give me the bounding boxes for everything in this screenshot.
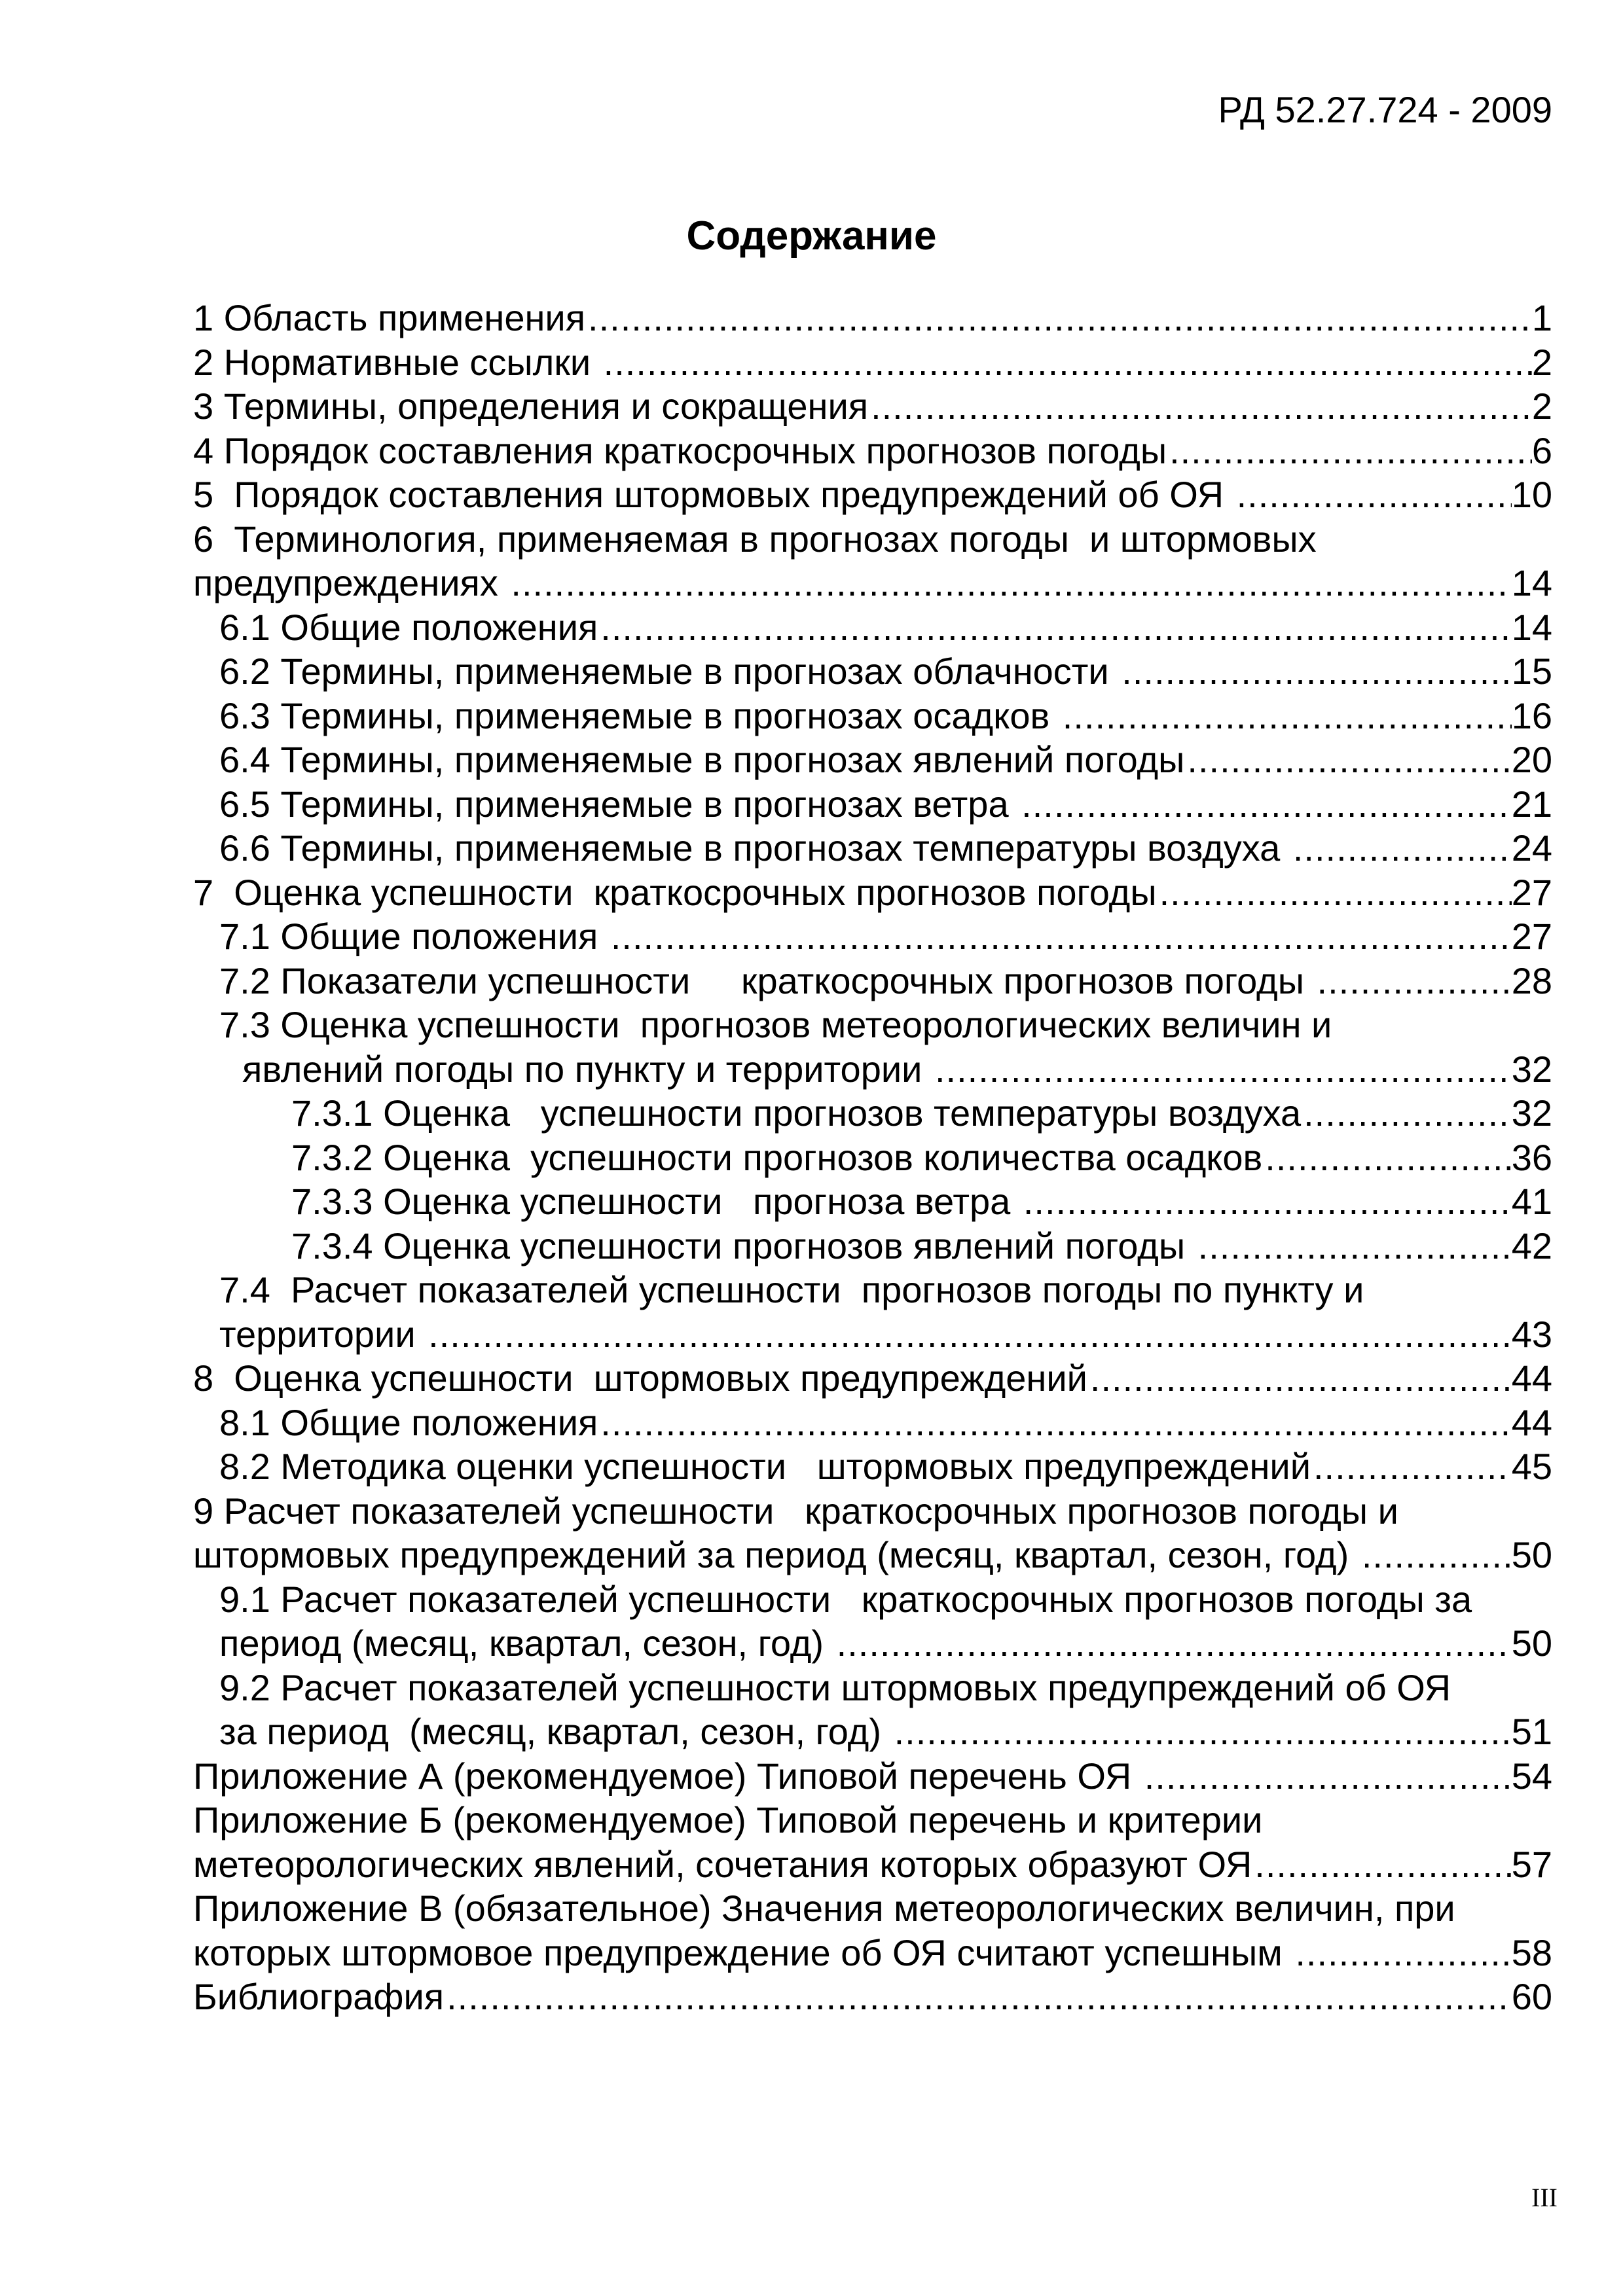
toc-entry-text: за период (месяц, квартал, сезон, год) <box>219 1711 892 1752</box>
toc-page-number: 43 <box>1511 1313 1552 1355</box>
toc-entry-text: Библиография <box>193 1976 445 2017</box>
toc-entry-text: 7 Оценка успешности краткосрочных прогнозов погоды <box>193 871 1157 913</box>
toc-dot-leader <box>508 561 1511 605</box>
toc-entry[interactable] <box>193 429 1552 473</box>
toc-entry[interactable] <box>193 1401 1552 1445</box>
toc-entry[interactable] <box>193 1886 1552 1975</box>
toc-entry-text: 7.1 Общие положения <box>219 916 608 957</box>
toc-page-number: 51 <box>1511 1711 1552 1752</box>
toc-page-number: 28 <box>1511 960 1552 1001</box>
toc-entry[interactable] <box>193 1975 1552 2019</box>
toc-entry[interactable] <box>193 1754 1552 1799</box>
toc-title: Содержание <box>686 213 937 259</box>
toc-page-number: 36 <box>1511 1136 1552 1178</box>
toc-entry-text: штормовых предупреждений за период (месяц, квартал, сезон, год) <box>193 1534 1359 1575</box>
toc-entry[interactable] <box>193 1577 1552 1666</box>
toc-dot-leader <box>1311 1444 1512 1489</box>
toc-entry-text: 7.4 Расчет показателей успешности прогнозов погоды по пункту и <box>219 1269 1364 1310</box>
toc-entry[interactable] <box>193 1489 1552 1577</box>
toc-dot-leader <box>1234 473 1512 517</box>
toc-dot-leader <box>608 914 1512 959</box>
toc-dot-leader <box>1157 870 1512 915</box>
toc-dot-leader <box>598 605 1511 650</box>
toc-entry[interactable] <box>193 1136 1552 1180</box>
toc-entry[interactable] <box>193 1003 1552 1091</box>
toc-entry-text: 7.3.1 Оценка успешности прогнозов температуры воздуха <box>291 1092 1302 1134</box>
toc-page-number: 50 <box>1511 1534 1552 1575</box>
toc-dot-leader <box>601 340 1532 385</box>
toc-entry-text: 6.4 Термины, применяемые в прогнозах явлений погоды <box>219 739 1185 780</box>
toc-page-number: 16 <box>1511 694 1552 736</box>
toc-page-number: 41 <box>1511 1181 1552 1222</box>
toc-entry-text: 9.1 Расчет показателей успешности краткосрочных прогнозов погоды за <box>219 1578 1472 1620</box>
toc-dot-leader <box>1262 1136 1511 1180</box>
toc-entry-text: 7.2 Показатели успешности краткосрочных прогнозов погоды <box>219 960 1315 1001</box>
toc-entry-text: 6.6 Термины, применяемые в прогнозах температуры воздуха <box>219 827 1290 869</box>
toc-entry-text: 6.5 Термины, применяемые в прогнозах ветра <box>219 783 1019 825</box>
toc-entry[interactable] <box>193 473 1552 517</box>
toc-dot-leader <box>892 1710 1512 1754</box>
toc-page-number: 54 <box>1511 1755 1552 1797</box>
toc-dot-leader <box>1060 694 1512 738</box>
toc-entry-text: Приложение А (рекомендуемое) Типовой перечень ОЯ <box>193 1755 1142 1797</box>
toc-page-number: 57 <box>1511 1843 1552 1885</box>
toc-entry-text: 6 Терминология, применяемая в прогнозах погоды и штормовых <box>193 518 1317 560</box>
toc-dot-leader <box>932 1047 1512 1092</box>
toc-dot-leader <box>1167 429 1532 473</box>
toc-entry-text: предупреждениях <box>193 562 509 603</box>
toc-entry[interactable] <box>193 1224 1552 1268</box>
toc-dot-leader <box>1019 782 1512 827</box>
toc-page-number: 20 <box>1511 739 1552 780</box>
toc-entry-text: 6.3 Термины, применяемые в прогнозах осадков <box>219 694 1060 736</box>
toc-entry[interactable] <box>193 1091 1552 1136</box>
toc-dot-leader <box>1301 1091 1512 1136</box>
toc-page-number: 2 <box>1531 341 1552 383</box>
toc-page-number: 32 <box>1511 1092 1552 1134</box>
toc-entry[interactable] <box>193 694 1552 738</box>
toc-page-number: 15 <box>1511 651 1552 692</box>
toc-dot-leader <box>834 1621 1512 1666</box>
toc-dot-leader <box>426 1312 1512 1357</box>
toc-entry[interactable] <box>193 1444 1552 1489</box>
toc-entry[interactable] <box>193 1356 1552 1401</box>
toc-entry-text: Приложение Б (рекомендуемое) Типовой перечень и критерии <box>193 1799 1263 1840</box>
toc-page-number: 58 <box>1511 1931 1552 1973</box>
toc-page-number: 50 <box>1511 1623 1552 1664</box>
toc-entry[interactable] <box>193 1268 1552 1356</box>
toc-page-number: 45 <box>1511 1446 1552 1487</box>
toc-dot-leader <box>598 1401 1511 1445</box>
toc-entry-text: 7.3.3 Оценка успешности прогноза ветра <box>291 1181 1021 1222</box>
toc-entry[interactable] <box>193 738 1552 782</box>
toc-entry[interactable] <box>193 1179 1552 1224</box>
toc-dot-leader <box>1252 1842 1511 1887</box>
page-number: III <box>1531 2183 1558 2212</box>
toc-entry-text: 4 Порядок составления краткосрочных прогнозов погоды <box>193 429 1167 471</box>
toc-entry[interactable] <box>193 914 1552 959</box>
toc-page-number: 21 <box>1511 783 1552 825</box>
toc-entry[interactable] <box>193 782 1552 827</box>
toc-dot-leader <box>585 296 1532 340</box>
toc-dot-leader <box>1021 1179 1512 1224</box>
toc-page-number: 10 <box>1511 474 1552 515</box>
toc-entry[interactable] <box>193 517 1552 605</box>
toc-page-number: 27 <box>1511 871 1552 913</box>
toc-entry[interactable] <box>193 826 1552 870</box>
toc-page-number: 27 <box>1511 916 1552 957</box>
toc-entry[interactable] <box>193 605 1552 650</box>
toc-entry-text: 7.3 Оценка успешности прогнозов метеорологических величин и <box>219 1004 1332 1045</box>
toc-page-number: 14 <box>1511 606 1552 648</box>
toc-entry-text: 5 Порядок составления штормовых предупреждений об ОЯ <box>193 474 1234 515</box>
toc-entry-text: метеорологических явлений, сочетания которых образуют ОЯ <box>193 1843 1252 1885</box>
toc-page-number: 24 <box>1511 827 1552 869</box>
toc-entry-text: явлений погоды по пункту и территории <box>242 1048 932 1090</box>
toc-entry-text: 1 Область применения <box>193 297 586 338</box>
toc-entry-text: 7.3.4 Оценка успешности прогнозов явлений погоды <box>291 1225 1195 1266</box>
toc-entry[interactable] <box>193 870 1552 915</box>
toc-dot-leader <box>1290 826 1512 870</box>
toc-entry[interactable] <box>193 384 1552 429</box>
toc-dot-leader <box>1142 1754 1512 1799</box>
toc-dot-leader <box>868 384 1532 429</box>
toc-entry[interactable] <box>193 1666 1552 1754</box>
toc-entry-text: 7.3.2 Оценка успешности прогнозов количества осадков <box>291 1136 1263 1178</box>
toc-page-number: 44 <box>1511 1401 1552 1443</box>
toc-entry-text: 8.2 Методика оценки успешности штормовых предупреждений <box>219 1446 1311 1487</box>
toc-entry-text: территории <box>219 1313 426 1355</box>
toc-dot-leader <box>1359 1533 1512 1577</box>
toc-entry[interactable] <box>193 340 1552 385</box>
toc-dot-leader <box>1195 1224 1512 1268</box>
toc-page-number: 32 <box>1511 1048 1552 1090</box>
toc-dot-leader <box>1087 1356 1512 1401</box>
toc-entry[interactable] <box>193 959 1552 1003</box>
toc-page-number: 2 <box>1531 386 1552 427</box>
toc-entry[interactable] <box>193 649 1552 694</box>
toc-page-number: 6 <box>1531 429 1552 471</box>
document-code: РД 52.27.724 - 2009 <box>1218 89 1552 130</box>
toc-page-number: 1 <box>1531 297 1552 338</box>
toc-dot-leader <box>1119 649 1511 694</box>
table-of-contents <box>193 296 1552 2019</box>
toc-dot-leader <box>444 1975 1512 2019</box>
toc-entry[interactable] <box>193 1798 1552 1886</box>
toc-page-number: 60 <box>1511 1976 1552 2017</box>
toc-entry-text: 9.2 Расчет показателей успешности штормовых предупреждений об ОЯ <box>219 1666 1451 1708</box>
toc-page-number: 44 <box>1511 1357 1552 1399</box>
toc-dot-leader <box>1184 738 1511 782</box>
toc-dot-leader <box>1292 1931 1511 1975</box>
toc-page-number: 42 <box>1511 1225 1552 1266</box>
toc-entry-text: период (месяц, квартал, сезон, год) <box>219 1623 834 1664</box>
toc-entry-text: 2 Нормативные ссылки <box>193 341 601 383</box>
toc-entry-text: 8 Оценка успешности штормовых предупреждений <box>193 1357 1087 1399</box>
toc-entry-text: 6.2 Термины, применяемые в прогнозах облачности <box>219 651 1120 692</box>
toc-entry[interactable] <box>193 296 1552 340</box>
toc-entry-text: Приложение В (обязательное) Значения метеорологических величин, при <box>193 1888 1455 1929</box>
toc-entry-text: 6.1 Общие положения <box>219 606 598 648</box>
toc-entry-text: 3 Термины, определения и сокращения <box>193 386 869 427</box>
toc-entry-text: 9 Расчет показателей успешности краткосрочных прогнозов погоды и <box>193 1490 1398 1532</box>
toc-dot-leader <box>1315 959 1512 1003</box>
toc-page-number: 14 <box>1511 562 1552 603</box>
toc-entry-text: 8.1 Общие положения <box>219 1401 598 1443</box>
toc-entry-text: которых штормовое предупреждение об ОЯ считают успешным <box>193 1931 1293 1973</box>
